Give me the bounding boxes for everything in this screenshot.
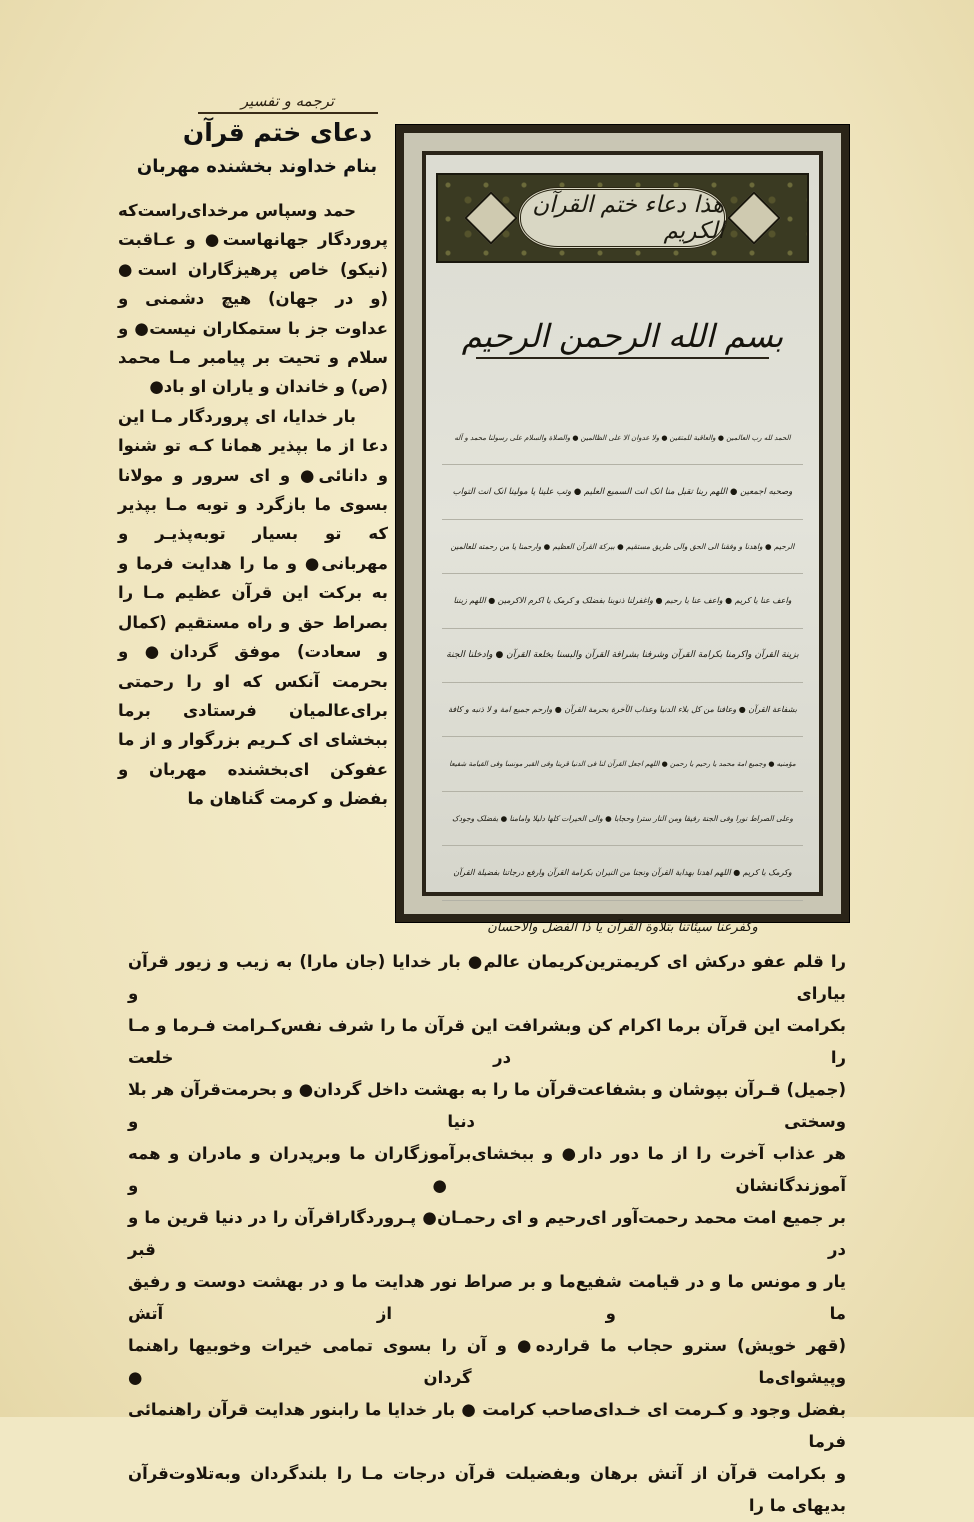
calligraphy-plate <box>396 125 849 935</box>
text-line: یار و مونس ما و در قیامت شفیع‌ما و بر صراط نور هدایت ما و در بهشت دوست و رفیق ما و از آتش <box>128 1272 846 1323</box>
text-line: (جمیل) قـرآن بپوشان و بشفاعت‌قرآن ما را به بهشت داخل گردان● و بحرمت‌قرآن هر بلا وسختی دنیا و <box>128 1080 846 1131</box>
title-banner <box>436 173 809 263</box>
translation-continued <box>128 946 846 1522</box>
text-line: بفضل وجود و کـرمت ای خـدای‌صاحب کرامت ● بار خدایا ما رابنور هدایت قرآن راهنمائی فرما <box>128 1400 846 1451</box>
plate-inner-border <box>422 151 823 935</box>
text-line: بر جمیع امت محمد رحمت‌آور ای‌رحیم و ای رحمـان● پـروردگارا‌قرآن را در دنیا قرین ما و در قبر <box>128 1208 846 1259</box>
arabic-line <box>442 465 803 519</box>
arabic-line-text: وکرمک یا کریم ● اللهم اهدنا بهدایة القرآن ونجنا من النیران بکرامة القرآن وارفع درجاتنا بفضیلة القرآن <box>453 868 792 878</box>
basmala: بسم الله الرحمن الرحیم <box>456 317 789 359</box>
arabic-line-text: مؤمنیه ● وجمیع امة محمد یا رحیم یا رحمن ● اللهم اجعل القرآن لنا فی الدنیا قرینا وفی القبر مونسا وفی القیامة شفیعا <box>449 760 796 769</box>
arabic-line-text: وصحبه اجمعین ● اللهم ربنا تقبل منا انک انت السمیع العلیم ● وتب علینا یا مولینا انک انت التواب <box>452 487 793 498</box>
text-line: بکرامت این قرآن برما اکرام کن وبشرافت این قرآن ما را شرف نفس‌کـرامت فـرما و مـا را در خلعت <box>128 1016 846 1067</box>
arabic-line <box>442 520 803 574</box>
arabic-prayer-text <box>442 411 803 954</box>
arabic-line-text: وکفرعنا سیئاتنا بتلاوة القرآن یا ذا الفضل والاحسان <box>487 919 758 935</box>
text-line: را قلم عفو درکش ای کریمترین‌کریمان عالم● بار خدایا (جان مارا) به زیب و زیور قرآن بیارای و <box>128 952 846 1003</box>
page-subtitle: بنام خداوند بخشنده مهربان <box>136 156 378 177</box>
arabic-line <box>442 737 803 791</box>
arabic-line-text: الحمد لله رب العالمین ● والعاقبة للمتقین ● ولا عدوان الا علی الظالمین ● والصلاة والسلام علی رسولنا محمد و آله <box>454 433 791 442</box>
text-line: (قهر خویش) سترو حجاب ما قرارده● و آن را بسوی تمامی خیرات وخوبیها راهنما وپیشوای‌ما گردان● <box>128 1336 846 1387</box>
plate-outer-border <box>404 133 841 935</box>
page-title: دعای ختم قرآن <box>182 118 373 147</box>
plate-panel <box>426 155 819 935</box>
medallion-ornament-icon <box>727 191 781 245</box>
banner-cartouche <box>518 187 727 249</box>
arabic-line-text: وعلی الصراط نورا وفی الجنة رفیقا ومن النار سترا وحجابا ● والی الخیرات کلها دلیلا وامامنا ● بفضلک وجودک <box>452 813 793 823</box>
arabic-line-text: الرحیم ● واهدنا و وفقنا الی الحق والی طریق مستقیم ● ببرکة القرآن العظیم ● وارحمنا یا من رحمته للعالمین <box>450 541 795 551</box>
arabic-line <box>442 792 803 846</box>
arabic-line-text: بزینة القرآن واکرمنا بکرامة القرآن وشرفنا بشرافة القرآن والبسنا بخلعة القرآن ● وادخلنا الجنة <box>446 650 799 661</box>
arabic-line-text: واعف عنا یا کریم ● واعف عنا یا رحیم ● واغفرلنا ذنوبنا بفضلک و کرمک یا اکرم الاکرمین ● اللهم زیننا <box>453 596 792 606</box>
translation-paragraph: حمد وسپاس مرخدای‌راست‌که پروردگار جهانهاست● و عـاقبت (نیکو) خاص پرهیزگاران است● (و در جهان) هیچ دشمنی و عداوت جز با ستمکاران نیست● و سلام و تحیت بر پیامبر مـا محمد (ص) و خاندان و یاران او باد● <box>118 201 388 397</box>
translation-column <box>118 196 388 814</box>
text-line: هر عذاب آخرت را از ما دور دار● و ببخشای‌برآموزگاران ما وبرپدران و مادران و همه آموزندگانشان● و <box>128 1144 846 1195</box>
arabic-line <box>442 574 803 628</box>
banner-text: هذا دعاء ختم القرآن الکریم <box>532 192 724 244</box>
arabic-line-text: بشفاعة القرآن ● وعافنا من کل بلاء الدنیا وعذاب الآخرة بحرمة القرآن ● وارحم جمیع امة و لا ذنبه و کافة <box>448 705 797 715</box>
medallion-ornament-icon <box>464 191 518 245</box>
arabic-line <box>442 683 803 737</box>
arabic-line <box>442 629 803 683</box>
arabic-line <box>442 846 803 900</box>
section-tag: ترجمه و تفسیر <box>180 92 395 114</box>
text-line: و بکرامت قرآن از آتش برهان وبفضیلت قرآن درجات مـا را بلندگردان وبه‌تلاوت‌قرآن بدیهای ما را <box>128 1464 846 1515</box>
translation-paragraph: بار خدایا، ای پروردگار مـا این دعا از ما بپذیر همانا کـه تو شنوا و دانائی● و ای سرور و مولانا بسوی ما بازگرد و توبه مـا بپذیر که تو بسیار توبه‌پذیـر و مهربانی● و ما را هدایت فرما و به برکت این قرآن عظیم مـا را بصراط حق و راه مستقیم (کمال و سعادت) موفق گردان● و بحرمت آنکس که او را رحمتی برای‌عالمیان فرستادی برما ببخشای ای کـریم بزرگوار و از ما عفوکن ای‌بخشنده مهربان و بفضل و کرمت گناهان ما <box>118 406 388 809</box>
arabic-line <box>442 411 803 465</box>
